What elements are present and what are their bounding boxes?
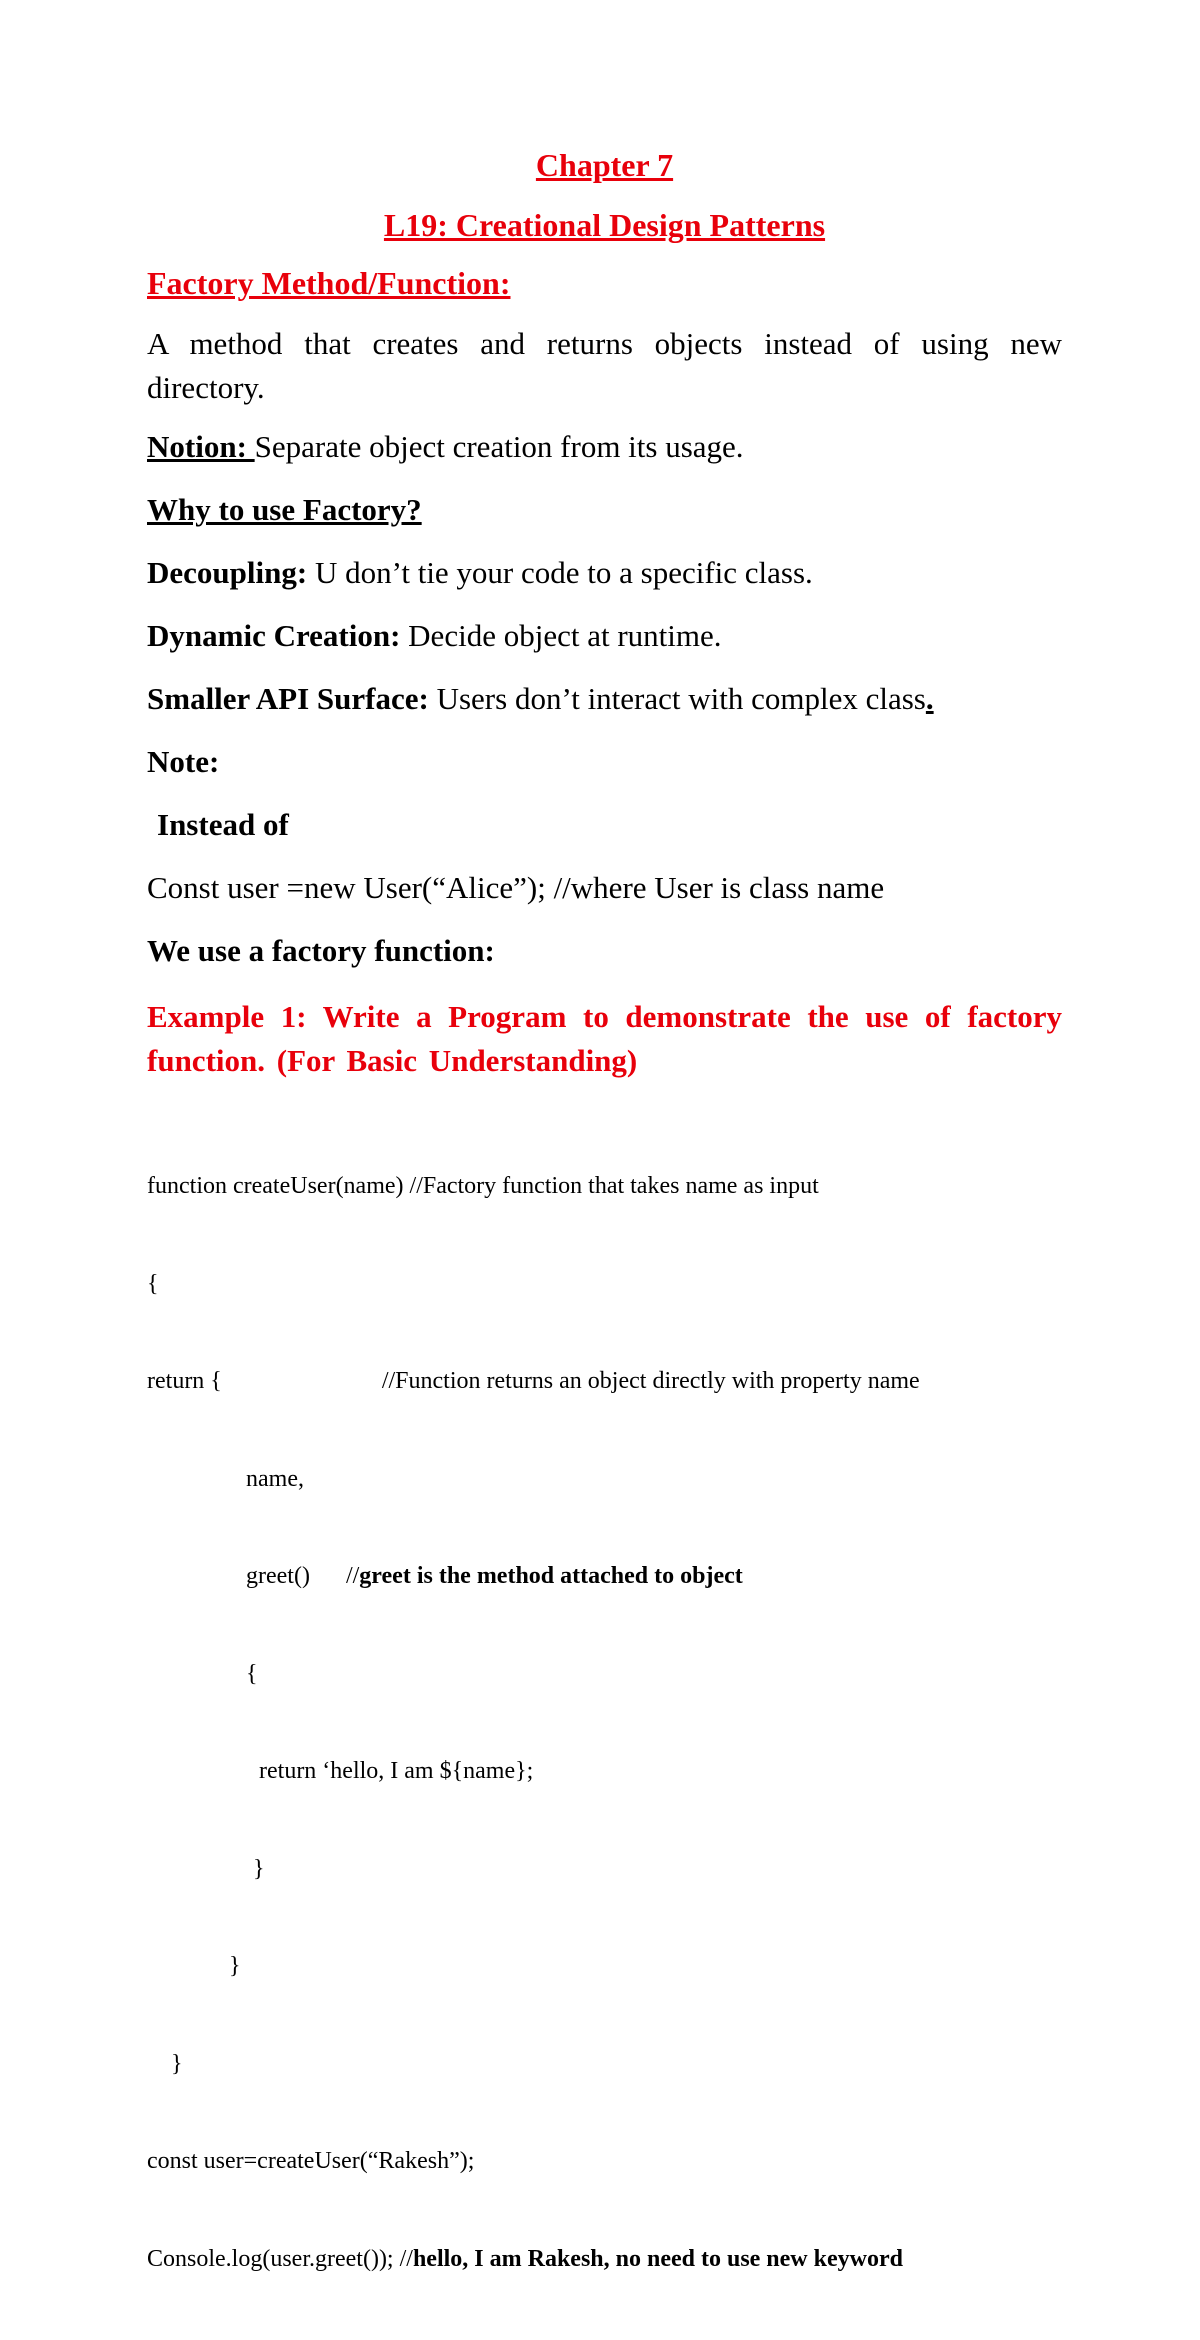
code-block xyxy=(147,1105,1062,2340)
notion-label: Notion: xyxy=(147,429,255,464)
code-token: return { xyxy=(147,1368,222,1394)
chapter-title xyxy=(147,146,1062,184)
code-line xyxy=(147,1365,1062,1398)
code-token: Console.log(user.greet()); // xyxy=(147,2245,413,2272)
code-line: return ‘hello, I am ${name}; xyxy=(259,1758,534,1784)
chapter-title-text: Chapter 7 xyxy=(535,147,674,183)
factory-heading xyxy=(147,264,1062,302)
factory-heading-text: Factory Method/Function: xyxy=(147,265,511,301)
reason-label: Smaller API Surface: xyxy=(147,681,429,716)
code-line: { xyxy=(246,1660,258,1687)
code-line: } xyxy=(171,2050,183,2077)
code-comment: //Function returns an object directly with property name xyxy=(381,1368,920,1394)
code-line xyxy=(147,2243,1062,2276)
reason-smaller-api xyxy=(147,680,1062,718)
code-comment-bold: greet is the method attached to object xyxy=(359,1563,743,1589)
why-heading xyxy=(147,491,1062,529)
lesson-title xyxy=(147,206,1062,244)
reason-suffix: . xyxy=(925,681,934,716)
note-label: Note: xyxy=(147,744,220,779)
code-line: } xyxy=(253,1855,265,1882)
factory-use-label: We use a factory function: xyxy=(147,933,495,968)
reason-label: Decoupling: xyxy=(147,555,308,590)
reason-decoupling xyxy=(147,554,1062,592)
why-heading-text: Why to use Factory? xyxy=(147,492,422,527)
code-line: const user=createUser(“Rakesh”); xyxy=(147,2148,475,2174)
code-line: } xyxy=(229,1953,241,1979)
example-heading: Example 1: Write a Program to demonstrate the use of factory function. (For Basic Understanding) xyxy=(147,999,1062,1078)
document-page xyxy=(147,130,1062,2340)
lesson-title-text: L19: Creational Design Patterns xyxy=(383,207,826,243)
code-comment-bold: hello, I am Rakesh, no need to use new keyword xyxy=(412,2245,903,2272)
code-line: function createUser(name) //Factory function that takes name as input xyxy=(147,1173,819,1199)
code-token: greet() xyxy=(246,1563,310,1589)
reason-dynamic-creation xyxy=(147,617,1062,655)
code-line: name, xyxy=(246,1465,304,1492)
instead-code-line: Const user =new User(“Alice”); //where User is class name xyxy=(147,870,885,905)
reason-text: Decide object at runtime. xyxy=(400,618,722,653)
code-line xyxy=(147,1560,1062,1593)
definition-paragraph: A method that creates and returns objects instead of using new directory. xyxy=(147,326,1062,405)
notion-line xyxy=(147,428,1062,466)
code-comment-prefix: // xyxy=(345,1563,360,1589)
notion-text: Separate object creation from its usage. xyxy=(254,429,744,464)
reason-text: U don’t tie your code to a specific class. xyxy=(307,555,813,590)
instead-of-label: Instead of xyxy=(157,807,289,842)
reason-text: Users don’t interact with complex class xyxy=(428,681,926,716)
code-line: { xyxy=(147,1270,159,1297)
reason-label: Dynamic Creation: xyxy=(147,618,401,653)
